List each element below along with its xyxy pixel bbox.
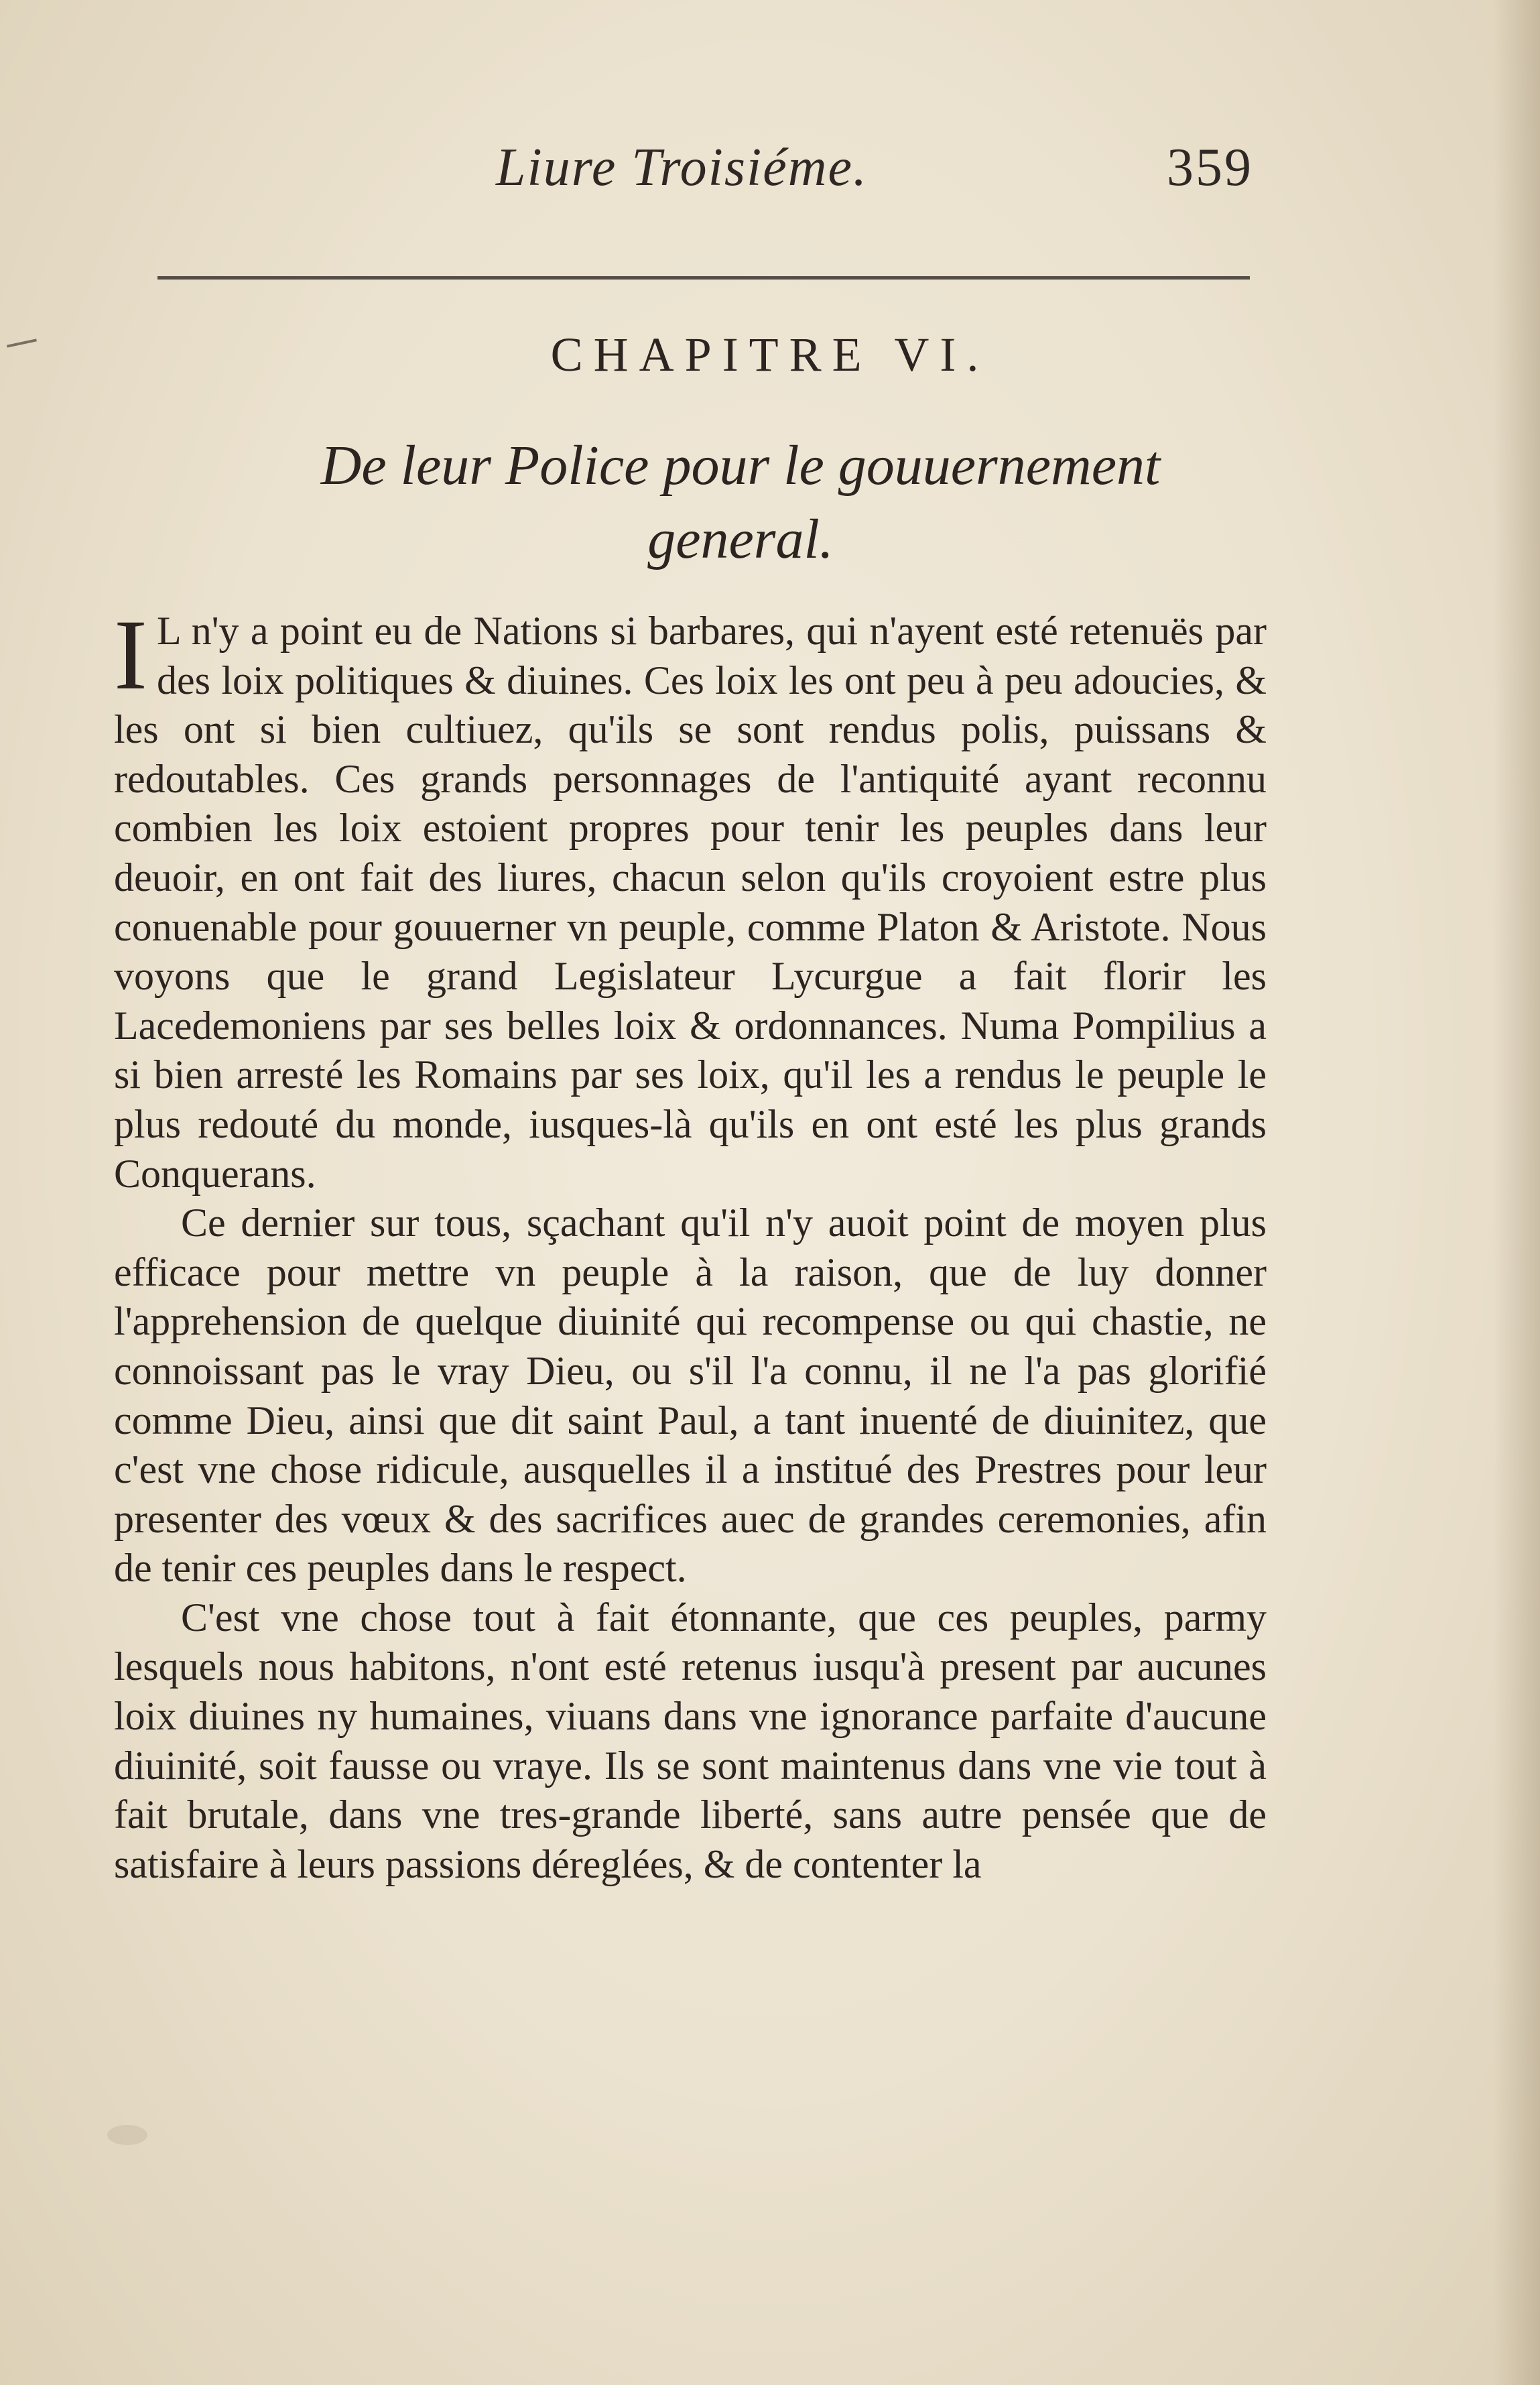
header-rule	[157, 276, 1250, 280]
chapter-title: CHAPITRE VI.	[550, 328, 990, 381]
paragraph-text: L n'y a point eu de Nations si barbares, qui n'ayent esté retenuës par des loix politiques & diuines. Ces loix les ont peu à peu adoucies, & les ont si bien cultiuez, qu'ils se sont rendus polis, puissans & redoutables. Ces grands personnages de l'antiquité ayant reconnu combien les loix estoient propres pour tenir les peuples dans leur deuoir, en ont fait des liures, chacun selon qu'ils croyoient estre plus conuenable pour gouuerner vn peuple, comme Platon & Aristote. Nous voyons que le grand Legislateur Lycurgue a fait florir les Lacedemoniens par ses belles loix & ordonnances. Numa Pompilius a si bien arresté les Romains par ses loix, qu'il les a rendus le peuple le plus redouté du monde, iusques-là qu'ils en ont esté les plus grands Conquerans.	[114, 609, 1267, 1196]
paper-stain	[107, 2125, 147, 2145]
drop-cap: I	[114, 599, 147, 711]
paragraph-3	[114, 1593, 1267, 1890]
page-number: 359	[1167, 138, 1253, 197]
paragraph-2	[114, 1199, 1267, 1593]
paragraph-text: C'est vne chose tout à fait étonnante, que ces peuples, parmy lesquels nous habitons, n'ont esté retenus iusqu'à present par aucunes loix diuines ny humaines, viuans dans vne ignorance parfaite d'aucune diuinité, soit fausse ou vraye. Ils se sont maintenus dans vne vie tout à fait brutale, dans vne tres-grande liberté, sans autre pensée que de satisfaire à leurs passions déreglées, & de contenter la	[114, 1595, 1267, 1886]
chapter-subtitle: De leur Police pour le gouuernement general.	[320, 434, 1161, 570]
paragraph-1	[114, 599, 1267, 1199]
page-header	[114, 137, 1253, 211]
running-head: Liure Troisiéme.	[496, 138, 869, 197]
body-text	[114, 599, 1267, 1889]
paragraph-text: Ce dernier sur tous, sçachant qu'il n'y auoit point de moyen plus efficace pour mettre vn peuple à la raison, que de luy donner l'apprehension de quelque diuinité qui recompense ou qui chastie, ne connoissant pas le vray Dieu, ou s'il l'a connu, il ne l'a pas glorifié comme Dieu, ainsi que dit saint Paul, a tant inuenté de diuinitez, que c'est vne chose ridicule, ausquelles il a institué des Prestres pour leur presenter des vœux & des sacrifices auec de grandes ceremonies, afin de tenir ces peuples dans le respect.	[114, 1201, 1267, 1591]
